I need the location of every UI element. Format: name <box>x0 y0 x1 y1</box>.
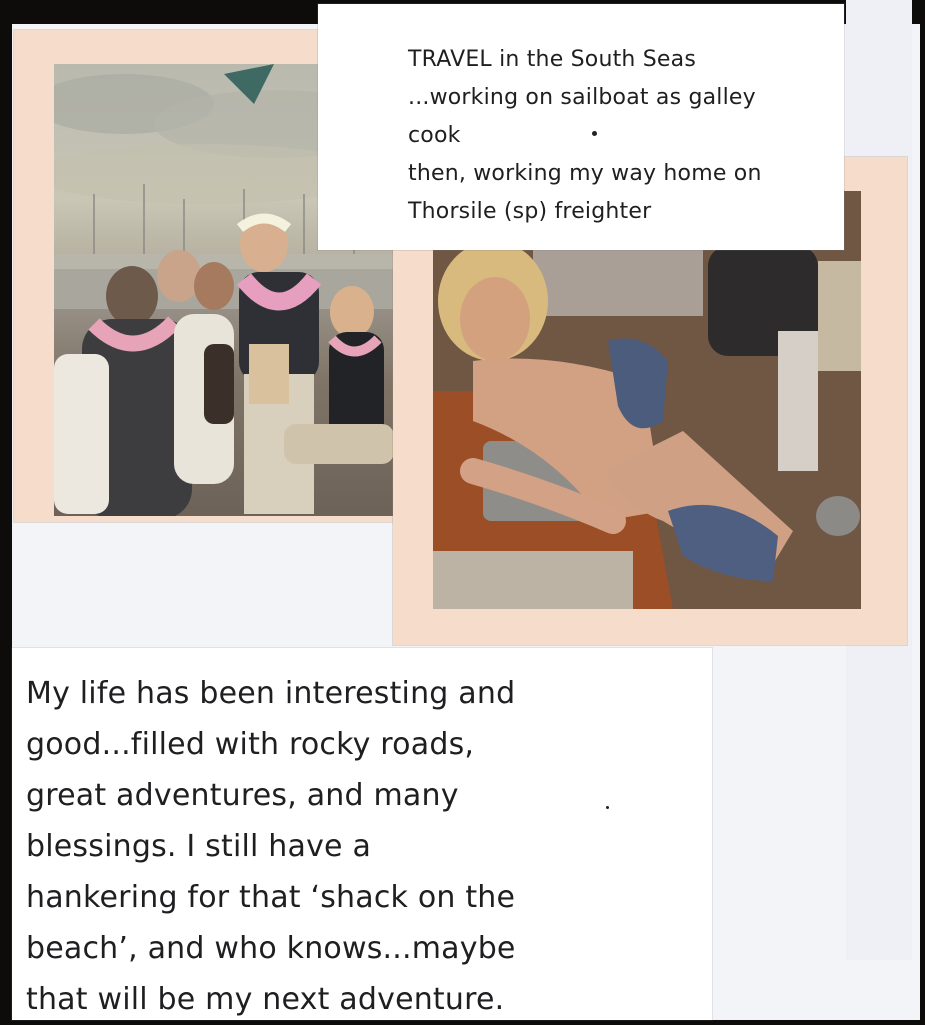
caption-line: that will be my next adventure. <box>26 982 505 1017</box>
ink-speck <box>592 131 597 136</box>
caption-line: beach’, and who knows...maybe <box>26 931 516 966</box>
caption-line: then, working my way home on <box>408 161 762 186</box>
caption-line: cook <box>408 123 461 148</box>
caption-line: hankering for that ‘shack on the <box>26 880 516 915</box>
galley-scene <box>433 191 861 609</box>
caption-line: Thorsile (sp) freighter <box>408 199 652 224</box>
caption-line: My life has been interesting and <box>26 676 516 711</box>
galley-photo-image <box>433 191 861 609</box>
life-caption <box>12 648 712 1020</box>
caption-line: ...working on sailboat as galley <box>408 85 756 110</box>
caption-line: good...filled with rocky roads, <box>26 727 475 762</box>
caption-line: blessings. I still have a <box>26 829 372 864</box>
travel-caption <box>318 4 844 250</box>
ink-speck <box>606 806 609 809</box>
caption-line: great adventures, and many <box>26 778 459 813</box>
caption-line: TRAVEL in the South Seas <box>408 47 696 72</box>
